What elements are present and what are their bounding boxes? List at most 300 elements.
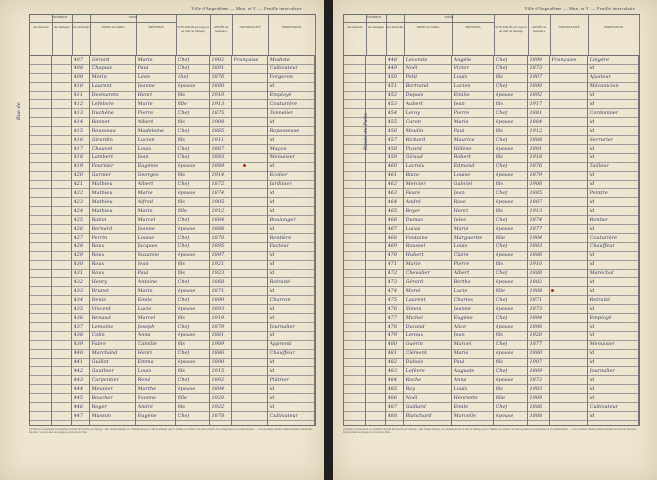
table-cell: fils [177, 198, 185, 205]
table-cell: Simon [405, 305, 422, 312]
table-cell: Tailleur [589, 163, 609, 170]
table-cell: Ajusteur [589, 74, 612, 81]
table-cell: Jean [453, 101, 465, 107]
column-divider [135, 55, 136, 425]
table-cell: épouse [177, 190, 196, 196]
table-cell: Mathieu [91, 207, 113, 214]
table-cell: Chef [177, 216, 190, 223]
table-cell: Chef [177, 243, 190, 250]
table-cell: id [589, 305, 595, 312]
table-cell: id [269, 83, 275, 90]
table-cell: Couturière [589, 234, 618, 241]
side-note: Route de Paris [363, 113, 369, 150]
table-cell: 1885 [211, 127, 225, 134]
table-cell: 463 [387, 190, 398, 196]
table-cell: Roux [91, 270, 105, 277]
table-cell: Maçon [269, 145, 287, 152]
table-cell: Louis [137, 368, 152, 374]
table-cell: 487 [387, 403, 398, 410]
table-cell: 423 [73, 198, 84, 205]
table-cell: Eugène [453, 314, 473, 321]
table-cell: fille [177, 207, 187, 214]
table-cell: 1872 [211, 181, 225, 188]
table-cell: Gaillard [405, 403, 426, 410]
table-cell: id [589, 323, 595, 330]
table-cell: Rousseau [91, 127, 116, 134]
table-cell: Chef [177, 109, 190, 116]
column-divider [549, 55, 550, 425]
table-cell: Lefèvre [405, 368, 425, 374]
table-cell: 442 [73, 368, 84, 374]
table-cell: 407 [73, 56, 84, 63]
table-cell: Anna [137, 332, 151, 339]
table-cell: Colin [91, 332, 105, 339]
table-cell: Chef [495, 243, 508, 250]
column-header [268, 15, 316, 55]
table-cell: 444 [73, 385, 84, 392]
table-cell: fils [177, 172, 185, 179]
table-cell: id [269, 190, 275, 196]
table-cell: id [589, 92, 595, 99]
table-cell: Chef [177, 350, 190, 357]
table-cell: 440 [73, 350, 84, 357]
table-cell: Camille [137, 341, 157, 348]
table-cell: Dupuis [405, 92, 424, 99]
table-cell: 1880 [529, 270, 543, 277]
table-cell: Suzanne [137, 252, 160, 259]
table-cell: fils [177, 136, 185, 143]
table-cell: Mercier [405, 181, 426, 188]
table-cell: épouse [177, 163, 196, 170]
right-page [333, 0, 657, 480]
table-cell: 1882 [529, 279, 543, 285]
table-cell: Hubert [405, 252, 424, 259]
column-header-label: des maisons [33, 25, 49, 29]
table-cell: Antoine [137, 279, 158, 285]
column-header-label: PROFESSION [281, 25, 302, 29]
table-cell: id [589, 127, 595, 134]
table-cell: épouse [177, 385, 196, 392]
table-cell: fils [177, 368, 185, 374]
table-cell: Forgeron [269, 74, 293, 81]
table-cell: 1883 [529, 243, 543, 250]
table-cell: Chef [495, 403, 508, 410]
table-cell: Denis [91, 296, 106, 303]
table-cell: Dumas [405, 216, 424, 223]
table-cell: Leroux [405, 332, 424, 339]
table-cell: Couturière [269, 101, 298, 107]
table-cell: 1880 [211, 83, 225, 90]
table-cell: Alfred [137, 198, 154, 205]
table-cell: id [269, 287, 275, 294]
table-cell: Lingère [589, 56, 610, 63]
table-cell: 1892 [529, 92, 543, 99]
table-cell: id [589, 376, 595, 383]
table-cell: 1904 [529, 234, 543, 241]
table-cell: René [137, 376, 151, 383]
table-cell: Albert [137, 118, 154, 125]
table-cell: Marie [453, 350, 469, 357]
table-cell: Chef [495, 216, 508, 223]
column-header-label: des individus [386, 25, 404, 29]
column-divider [231, 55, 232, 425]
table-cell: Guérin [405, 341, 423, 348]
table-cell: Auguste [453, 368, 475, 374]
table-cell: épouse [495, 225, 514, 232]
table-cell: 1908 [529, 287, 543, 294]
column-header [588, 15, 640, 55]
table-cell: 1884 [529, 118, 543, 125]
table-cell: 1909 [529, 394, 543, 401]
table-cell: Chef [177, 181, 190, 188]
table-cell: Apprenti [269, 341, 292, 348]
table-cell: 1922 [211, 403, 225, 410]
table-cell: 1890 [529, 83, 543, 90]
table-cell: 449 [387, 65, 398, 72]
table-cell: Marcel [137, 216, 156, 223]
table-cell: Employé [269, 92, 292, 99]
table-cell: fils [495, 261, 503, 268]
table-cell: Jeanne [137, 83, 155, 90]
table-cell: fils [177, 270, 185, 277]
column-header-label: PRÉNOMS [148, 25, 164, 29]
table-cell: 410 [73, 83, 84, 90]
table-cell: 1891 [529, 145, 543, 152]
table-cell: Emma [137, 359, 154, 366]
table-cell: 1886 [529, 252, 543, 259]
table-cell: fils [177, 261, 185, 268]
table-cell: 1915 [211, 368, 225, 374]
table-cell: 422 [73, 190, 84, 196]
table-cell: Roux [91, 261, 105, 268]
table-cell: Marie [405, 261, 421, 268]
column-header-row [344, 15, 639, 56]
table-cell: 474 [387, 287, 398, 294]
table-cell: Chef [495, 163, 508, 170]
table-cell: Chef [177, 145, 190, 152]
table-cell: Chauvet [91, 145, 113, 152]
book-gutter [324, 0, 333, 480]
column-divider [209, 55, 210, 425]
table-cell: Modiste [269, 56, 290, 63]
table-cell: 1869 [529, 368, 543, 374]
table-cell: 1907 [529, 359, 543, 366]
table-cell: Maréchal [589, 270, 614, 277]
table-cell: 412 [73, 101, 84, 107]
table-cell: Henry [91, 279, 108, 285]
table-cell: Henri [453, 207, 469, 214]
column-header [528, 15, 551, 55]
table-cell: Marie [137, 101, 153, 107]
table-cell: 1908 [211, 118, 225, 125]
column-header-label: NATIONALITÉ [558, 25, 580, 29]
table-cell: Ecolier [269, 172, 288, 179]
table-cell: 1870 [211, 234, 225, 241]
table-cell: 1871 [529, 296, 543, 303]
table-cell: chef [177, 74, 189, 81]
table-cell: Repasseuse [269, 127, 300, 134]
table-cell: Jardinier [269, 181, 292, 188]
table-cell: 457 [387, 136, 398, 143]
table-cell: Cultivateur [269, 65, 299, 72]
table-cell: 451 [387, 83, 398, 90]
table-cell: André [405, 198, 421, 205]
table-cell: 468 [387, 234, 398, 241]
table-cell: Lucien [453, 83, 471, 90]
table-cell: 456 [387, 127, 398, 134]
table-cell: fils [495, 385, 503, 392]
table-cell: Employé [589, 314, 612, 321]
table-cell: Roche [405, 376, 422, 383]
column-group-header: NOMS [90, 15, 176, 23]
table-cell: id [269, 270, 275, 277]
table-cell: Chauffeur [269, 350, 295, 357]
table-cell: 419 [73, 163, 84, 170]
table-cell: 1872 [529, 376, 543, 383]
table-cell: Duchêne [91, 109, 114, 116]
table-row [30, 411, 315, 421]
table-cell: Lacroix [405, 163, 425, 170]
table-cell: 453 [387, 101, 398, 107]
table-cell: épouse [495, 252, 514, 259]
table-cell: 480 [387, 341, 398, 348]
table-cell: Marie [137, 287, 153, 294]
table-cell: Vincent [91, 305, 111, 312]
table-cell: 484 [387, 376, 398, 383]
table-cell: Roux [91, 252, 105, 259]
table-cell: épouse [495, 92, 514, 99]
table-cell: Chef [177, 323, 190, 330]
table-cell: Marcel [453, 341, 472, 348]
table-cell: 1919 [211, 314, 225, 321]
column-divider [403, 55, 404, 425]
table-cell: Moulin [405, 127, 424, 134]
table-cell: 1873 [529, 305, 543, 312]
table-cell: 1889 [211, 163, 225, 170]
table-cell: Pierre [137, 109, 154, 116]
table-cell: Jean [453, 190, 465, 196]
table-cell: 432 [73, 279, 84, 285]
table-cell: 1877 [529, 225, 543, 232]
table-cell: 427 [73, 234, 84, 241]
ink-stain [243, 164, 246, 167]
table-cell: 1907 [529, 74, 543, 81]
table-cell: 1890 [211, 296, 225, 303]
table-cell: fils [495, 154, 503, 161]
table-cell: fils [495, 101, 503, 107]
table-cell: Chapuis [91, 65, 113, 72]
table-cell: 1906 [529, 181, 543, 188]
table-cell: 431 [73, 270, 84, 277]
table-cell: Mathieu [91, 181, 113, 188]
table-cell: Faure [405, 190, 421, 196]
table-cell: fils [177, 118, 185, 125]
column-divider [89, 55, 90, 425]
column-divider [493, 55, 494, 425]
table-cell: Albert [137, 181, 154, 188]
table-cell: Rentière [269, 234, 292, 241]
table-cell: Lambert [91, 154, 114, 161]
table-cell: Gauthier [91, 368, 114, 374]
table-cell: fille [177, 101, 187, 107]
table-cell: 1881 [211, 332, 225, 339]
table-cell: id [589, 101, 595, 107]
table-cell: id [589, 198, 595, 205]
table-cell: 1892 [211, 376, 225, 383]
table-cell: Chef [177, 65, 190, 72]
table-cell: Claire [453, 252, 469, 259]
column-header-label: des maisons [347, 25, 363, 29]
table-body [30, 55, 315, 425]
table-cell: épouse [495, 323, 514, 330]
table-cell: Française [551, 56, 577, 63]
table-cell: Jules [453, 216, 466, 223]
table-cell: Marchand [91, 350, 118, 357]
table-cell: 1911 [211, 136, 225, 143]
table-cell: 1868 [211, 279, 225, 285]
column-divider [51, 55, 52, 425]
table-cell: épouse [495, 172, 514, 179]
table-cell: Paul [137, 65, 149, 72]
column-header-row [30, 15, 315, 56]
table-cell: 452 [387, 92, 398, 99]
column-group-header: NOMS [404, 15, 494, 23]
census-table [29, 14, 316, 426]
table-cell: 1918 [529, 154, 543, 161]
table-cell: Facteur [269, 243, 289, 250]
page-header: Ville d'Angoulême — Mun. et V. — Feuille intercalaire [524, 6, 635, 11]
table-cell: 1910 [529, 261, 543, 268]
table-cell: Paul [453, 127, 465, 134]
table-cell: 414 [73, 118, 84, 125]
table-cell: Morin [91, 74, 107, 81]
table-row [344, 411, 639, 421]
table-cell: id [589, 385, 595, 392]
column-header [176, 15, 211, 55]
table-cell: 479 [387, 332, 398, 339]
table-cell: 473 [387, 279, 398, 285]
table-cell: 1913 [529, 207, 543, 214]
table-cell: 1894 [529, 314, 543, 321]
column-divider [71, 55, 72, 425]
table-cell: 481 [387, 350, 398, 357]
table-cell: Gabriel [453, 181, 473, 188]
table-cell: fils [177, 341, 185, 348]
table-cell: 429 [73, 252, 84, 259]
table-cell: Petit [405, 74, 418, 81]
table-cell: Giraud [405, 154, 423, 161]
table-cell: épouse [495, 198, 514, 205]
table-cell: épouse [495, 412, 514, 419]
table-cell: Roger [91, 403, 107, 410]
table-cell: épouse [177, 287, 196, 294]
table-cell: id [269, 261, 275, 268]
column-divider [365, 55, 366, 425]
table-cell: Journalier [589, 368, 615, 374]
table-cell: id [269, 207, 275, 214]
table-cell: id [269, 394, 275, 401]
table-cell: Chef [177, 376, 190, 383]
table-cell: 1884 [211, 216, 225, 223]
table-cell: Fontaine [405, 234, 428, 241]
table-cell: Fournier [91, 163, 114, 170]
table-cell: Rey [405, 385, 416, 392]
column-header [232, 15, 269, 55]
table-cell: id [269, 305, 275, 312]
table-cell: 1879 [529, 172, 543, 179]
table-cell: 421 [73, 181, 84, 188]
left-page [0, 0, 324, 480]
table-cell: 482 [387, 359, 398, 366]
table-cell: id [589, 252, 595, 259]
table-cell: Lefebvre [91, 101, 114, 107]
table-cell: id [589, 207, 595, 214]
table-cell: id [589, 145, 595, 152]
table-cell: 1921 [211, 261, 225, 268]
column-header [210, 15, 233, 55]
table-cell: 433 [73, 287, 84, 294]
table-cell: Rentier [589, 216, 609, 223]
table-cell: 1912 [211, 207, 225, 214]
table-cell: Retraité [589, 296, 611, 303]
table-cell: 1913 [211, 101, 225, 107]
table-cell: Bernard [91, 225, 113, 232]
table-cell: 472 [387, 270, 398, 277]
table-cell: Rose [453, 198, 466, 205]
table-cell: épouse [177, 305, 196, 312]
table-cell: 485 [387, 385, 398, 392]
column-header-label: des ménages [53, 25, 71, 29]
table-cell: Robin [91, 216, 107, 223]
table-cell: Cultivateur [589, 403, 619, 410]
table-cell: id [269, 136, 275, 143]
table-cell: Laurent [91, 83, 112, 90]
table-cell: Henri [137, 350, 153, 357]
table-cell: 461 [387, 172, 398, 179]
table-cell: Retraité [269, 279, 291, 285]
column-header-label: SITUATION par rapport au chef de ménage [495, 25, 527, 33]
table-cell: 1891 [211, 65, 225, 72]
table-cell: Emilie [453, 92, 470, 99]
table-cell: 1897 [211, 252, 225, 259]
table-cell: Chef [495, 296, 508, 303]
table-cell: 1871 [211, 287, 225, 294]
table-cell: Boucher [91, 394, 113, 401]
table-cell: Louise [453, 172, 471, 179]
table-cell: Mathieu [91, 190, 113, 196]
table-cell: Louis [453, 74, 468, 81]
column-group-header: NUMÉROS [344, 15, 404, 23]
table-cell: Picard [405, 145, 422, 152]
table-body [344, 55, 639, 425]
column-header-label: NOMS de famille [101, 25, 125, 29]
table-cell: 426 [73, 225, 84, 232]
table-cell: 409 [73, 74, 84, 81]
table-cell: Lecomte [405, 56, 428, 63]
table-cell: Chef [177, 296, 190, 303]
table-cell: 478 [387, 323, 398, 330]
table-cell: épouse [177, 225, 196, 232]
table-cell: 437 [73, 323, 84, 330]
table-cell: Chef [495, 136, 508, 143]
table-cell: Berthe [453, 279, 471, 285]
table-cell: 469 [387, 243, 398, 250]
table-cell: 416 [73, 136, 84, 143]
table-cell: 1914 [211, 172, 225, 179]
table-cell: 1910 [211, 92, 225, 99]
column-divider [527, 55, 528, 425]
table-cell: Meunier [91, 385, 113, 392]
